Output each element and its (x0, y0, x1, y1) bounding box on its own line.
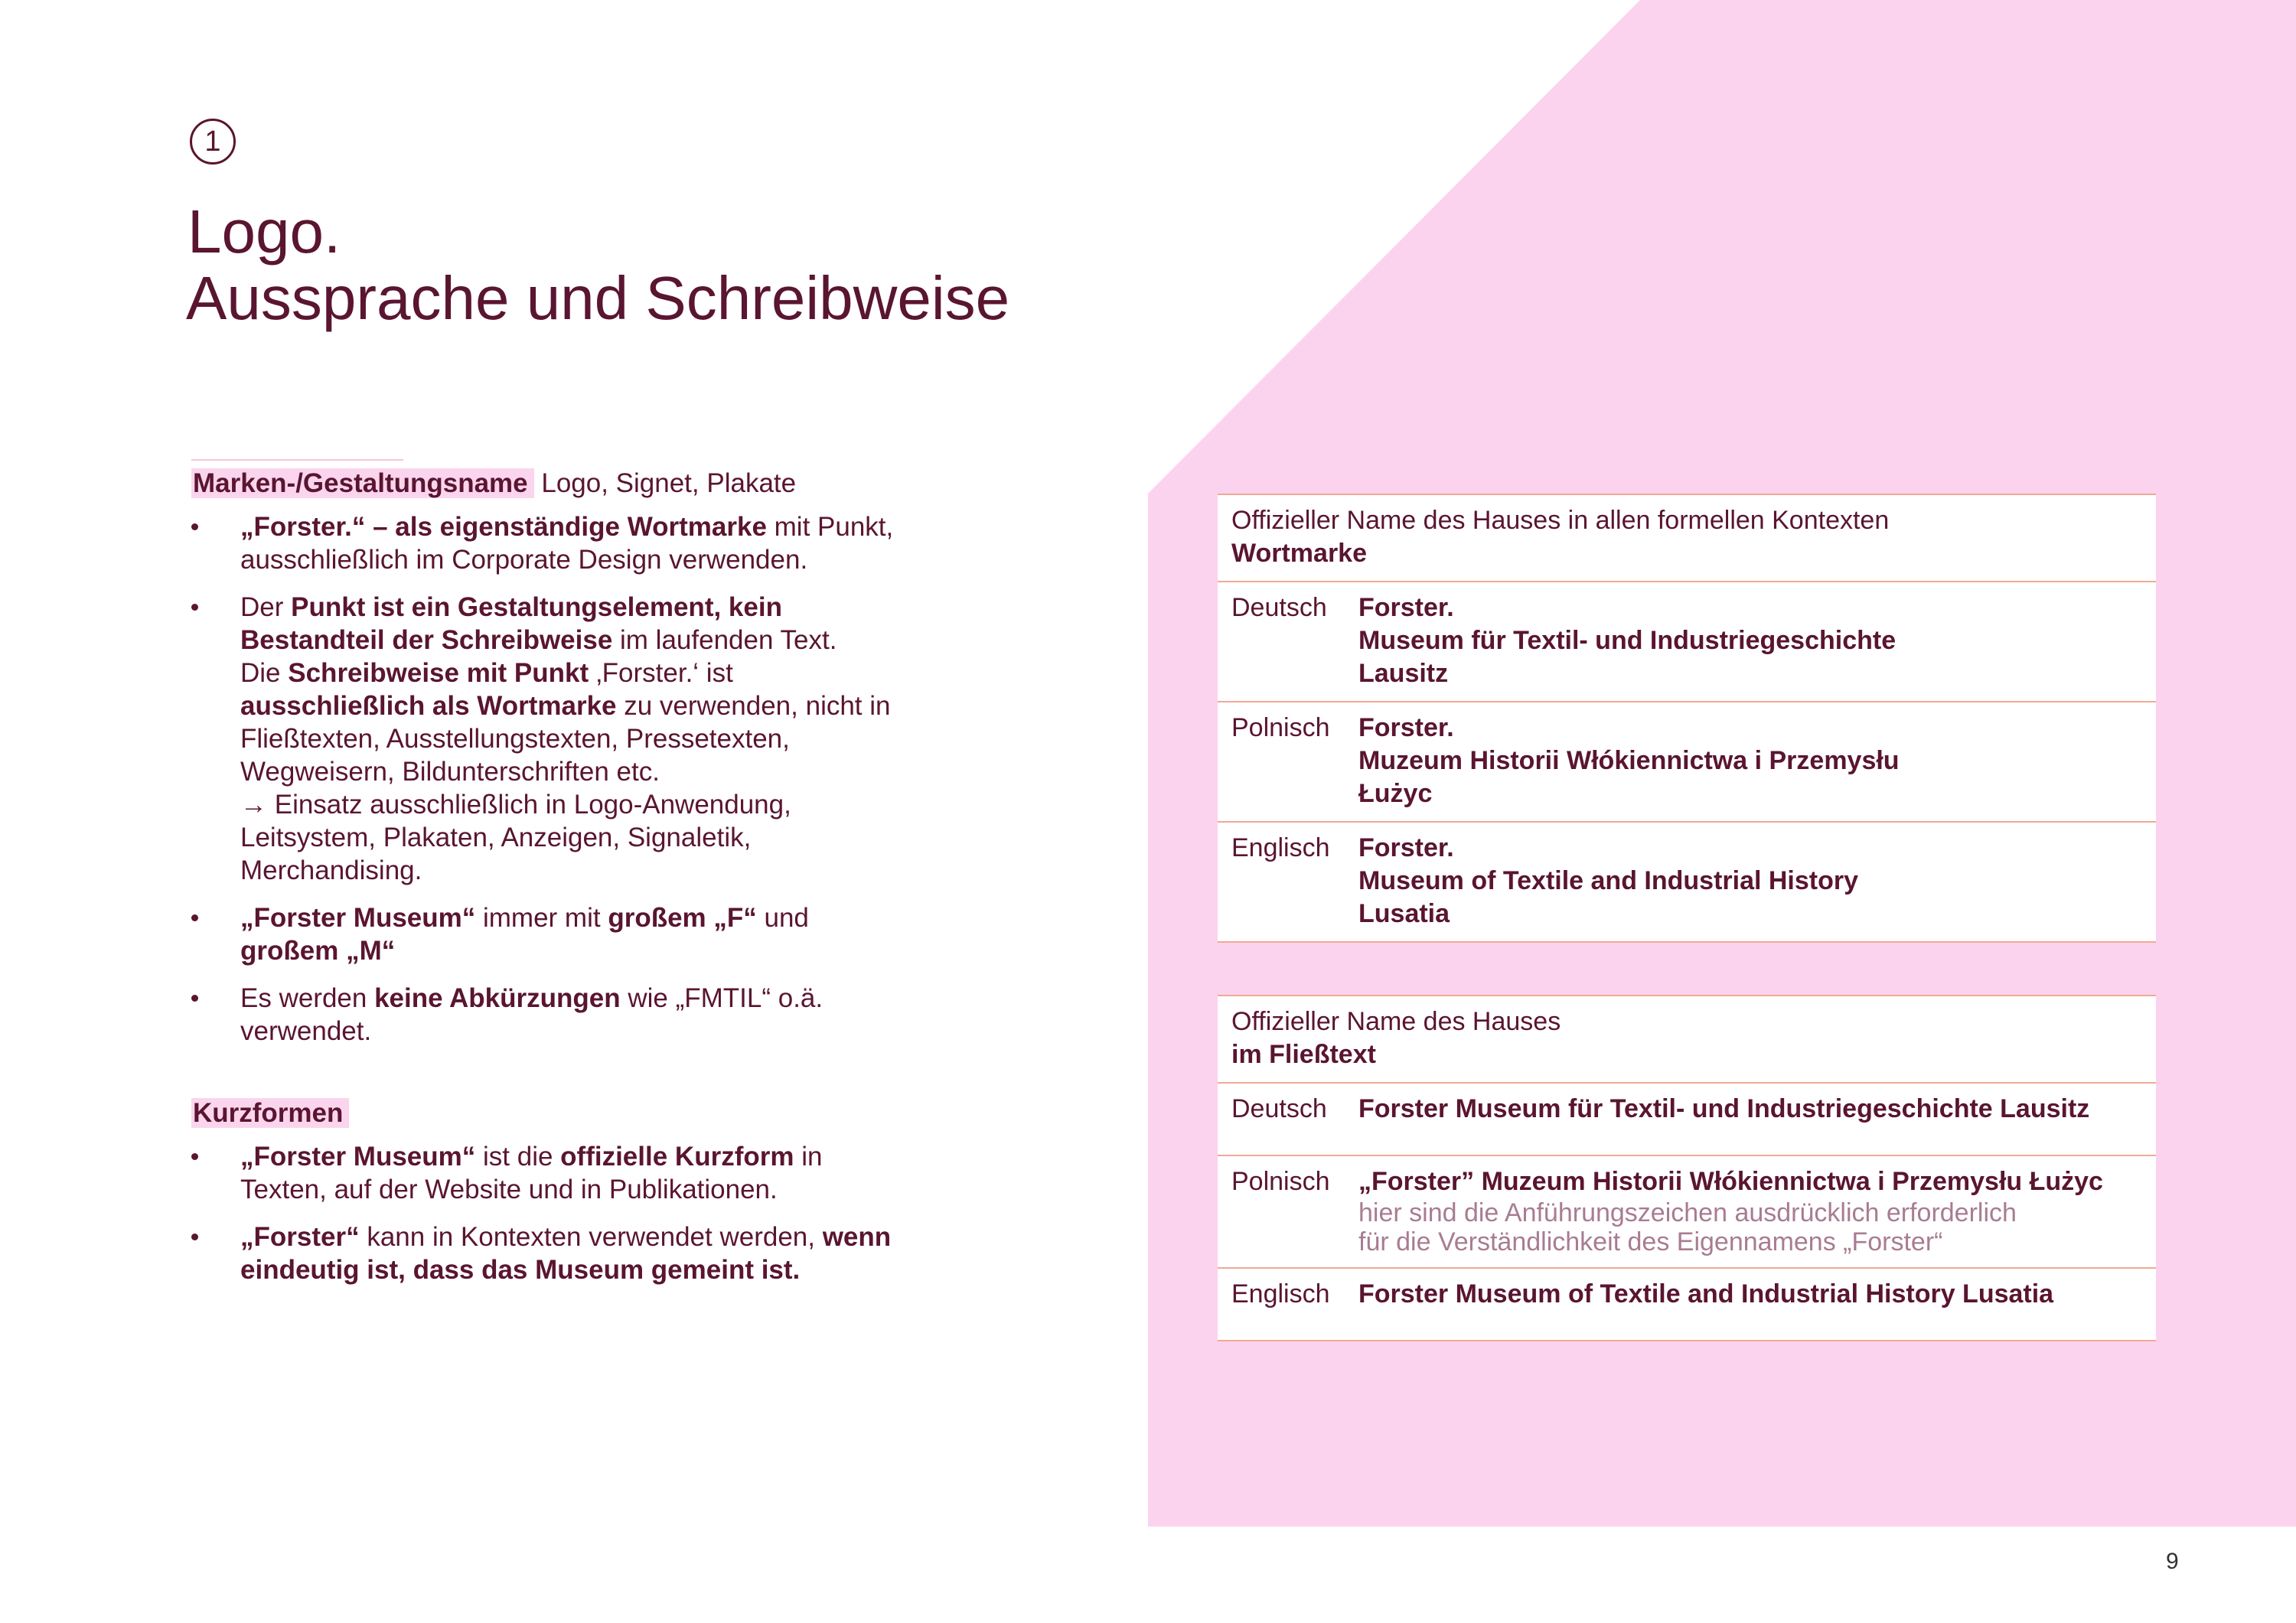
name-table-formal (1218, 494, 2156, 943)
body-text: in Texten, auf der Website und in Publikationen. (240, 1142, 823, 1204)
bold-text: „Forster Museum“ (240, 1142, 476, 1172)
name-line: Museum für Textil- und Industriegeschichte (1358, 626, 1896, 655)
section1-context: Logo, Signet, Plakate (541, 468, 797, 498)
table-header (1218, 995, 2156, 1082)
table-header (1218, 494, 2156, 581)
name-value: „Forster” Muzeum Historii Włókiennictwa i Przemysłu Łużyc (1358, 1167, 2103, 1196)
body-text: Der (240, 592, 292, 622)
name-value (1358, 832, 1858, 930)
body-text: mit Punkt, ausschließlich im Corporate Design verwenden. (240, 512, 894, 575)
bold-text: „Forster Museum“ (240, 903, 476, 933)
list-item (191, 901, 895, 967)
page-title-line2: Aussprache und Schreibweise (186, 264, 1010, 332)
note-line: für die Verständlichkeit des Eigennamens „Forster“ (1358, 1227, 1943, 1256)
table-header-line2: im Fließtext (1231, 1040, 1376, 1069)
list-item (191, 1221, 895, 1286)
bold-text: großem „M“ (240, 936, 396, 966)
table-row (1218, 1267, 2156, 1341)
page-number: 9 (2166, 1549, 2179, 1574)
bold-text: keine Abkürzungen (374, 983, 621, 1013)
body-text: → Einsatz ausschließlich in Logo-Anwendung, Leitsystem, Plakaten, Anzeigen, Signaletik, Merchandising. (240, 790, 791, 885)
section1-label: Marken-/Gestaltungsname (191, 468, 534, 498)
bold-text: offizielle Kurzform (560, 1142, 794, 1172)
name-table-running-text (1218, 995, 2156, 1341)
section2 (191, 1097, 895, 1286)
bold-text: Schreibweise mit Punkt (288, 658, 589, 688)
note-line: hier sind die Anführungszeichen ausdrücklich erforderlich (1358, 1198, 2017, 1227)
body-text: Es werden (240, 983, 375, 1013)
language-label: Polnisch (1231, 713, 1330, 742)
list-item (191, 510, 895, 576)
bold-text: „Forster“ (240, 1222, 360, 1252)
name-value-with-note (1358, 1165, 2103, 1256)
name-value (1358, 592, 1896, 690)
body-text: zu verwenden, nicht in Fließtexten, Ausstellungstexten, Pressetexten, Wegweisern, Bildunterschriften etc. (240, 691, 891, 787)
bold-text: „Forster.“ – als eigenständige Wortmarke (240, 512, 767, 542)
table-header-line1: Offizieller Name des Hauses (1231, 1007, 1561, 1036)
body-text: Die (240, 658, 289, 688)
section2-list (191, 1140, 895, 1286)
language-label: Englisch (1231, 833, 1330, 862)
language-label: Deutsch (1231, 593, 1327, 622)
chapter-number: 1 (204, 125, 221, 158)
table-row (1218, 581, 2156, 701)
body-text: kann in Kontexten verwendet werden, (359, 1222, 823, 1252)
body-text: und (756, 903, 809, 933)
language-label: Deutsch (1231, 1094, 1327, 1123)
list-item (191, 982, 895, 1048)
list-item (191, 1140, 895, 1206)
name-line: Forster. (1358, 833, 1454, 862)
language-label: Englisch (1231, 1279, 1330, 1309)
section-rule (191, 459, 403, 461)
bold-text: Punkt ist ein Gestaltungselement, kein Bestandteil der Schreibweise (240, 592, 782, 655)
language-label: Polnisch (1231, 1167, 1330, 1196)
table-row (1218, 1082, 2156, 1155)
name-line: Museum of Textile and Industrial History (1358, 866, 1859, 895)
body-text: wie „FMTIL“ o.ä. verwendet. (240, 983, 823, 1046)
table-row (1218, 1155, 2156, 1267)
section1-list (191, 510, 895, 1048)
name-line: Forster. (1358, 713, 1454, 742)
table-row (1218, 701, 2156, 821)
name-line: Lausitz (1358, 659, 1449, 688)
bold-text: ausschließlich als Wortmarke (240, 691, 617, 721)
name-line: Lusatia (1358, 899, 1450, 928)
chapter-number-badge (190, 119, 236, 165)
name-value: Forster Museum für Textil- und Industriegeschichte Lausitz (1358, 1094, 2090, 1123)
name-line: Forster. (1358, 593, 1454, 622)
section2-heading (191, 1097, 895, 1129)
body-text: immer mit (475, 903, 608, 933)
table-row (1218, 821, 2156, 943)
left-column (191, 459, 895, 1301)
body-text: im laufenden Text. (612, 625, 837, 655)
section2-label: Kurzformen (191, 1098, 349, 1128)
name-value (1358, 712, 1900, 810)
table-header-line2: Wortmarke (1231, 539, 1367, 568)
body-text: ist die (475, 1142, 561, 1172)
section1-heading (191, 467, 895, 500)
name-value: Forster Museum of Textile and Industrial History Lusatia (1358, 1279, 2054, 1309)
bold-text: wenn eindeutig ist, dass das Museum gemeint ist. (240, 1222, 892, 1285)
list-item (191, 591, 895, 887)
body-text: ‚Forster.‘ ist (589, 658, 733, 688)
page-title-line1: Logo. (188, 197, 341, 266)
name-line: Łużyc (1358, 779, 1433, 808)
table-header-line1: Offizieller Name des Hauses in allen formellen Kontexten (1231, 506, 1890, 535)
bold-text: großem „F“ (608, 903, 757, 933)
name-line: Muzeum Historii Włókiennictwa i Przemysłu (1358, 746, 1900, 775)
